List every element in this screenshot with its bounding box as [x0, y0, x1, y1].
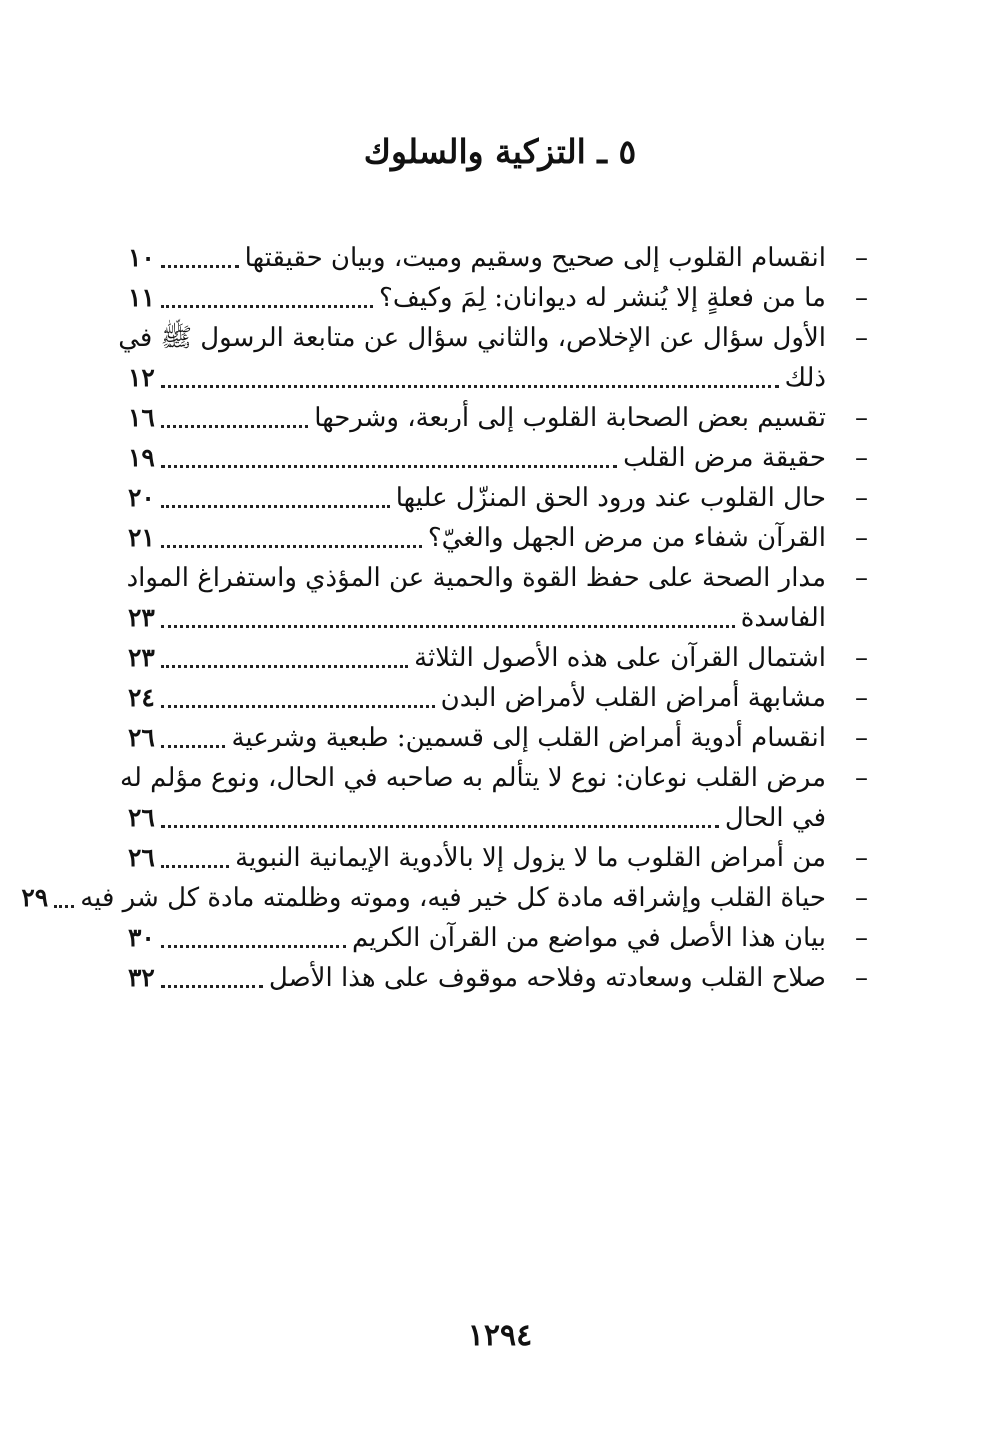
entry-dash: – [855, 923, 868, 953]
entry-page-number: ١٦ [128, 403, 155, 432]
entry-page-number: ١٩ [128, 443, 155, 472]
dot-leader [161, 504, 390, 508]
entry-title: مشابهة أمراض القلب لأمراض البدن [440, 683, 826, 713]
toc-entry [128, 558, 868, 638]
dot-leader [161, 424, 308, 428]
entry-page-number: ٢٣ [128, 603, 155, 632]
toc-entry [128, 678, 868, 718]
dot-leader [161, 384, 779, 388]
dot-leader [161, 824, 719, 828]
toc-entry [128, 638, 868, 678]
entry-title: تقسيم بعض الصحابة القلوب إلى أربعة، وشرحها [314, 403, 826, 433]
entry-dash: – [855, 883, 868, 913]
entry-dash: – [855, 243, 868, 273]
entry-dash: – [855, 723, 868, 753]
entry-dash: – [855, 563, 868, 593]
toc-entry [128, 838, 868, 878]
entry-page-number: ٢٩ [21, 883, 49, 912]
entry-page-number: ٢٦ [128, 723, 155, 752]
entry-page-number: ١٠ [128, 243, 155, 272]
toc-entry [128, 398, 868, 438]
entry-title: بيان هذا الأصل في مواضع من القرآن الكريم [351, 923, 826, 953]
dot-leader [161, 984, 263, 988]
toc-entry [118, 318, 868, 398]
entry-title: حال القلوب عند ورود الحق المنزّل عليها [395, 483, 826, 513]
toc-entry [21, 878, 868, 918]
entry-page-number: ٢١ [128, 523, 155, 552]
entry-dash: – [855, 763, 868, 793]
entry-title: القرآن شفاء من مرض الجهل والغيّ؟ [427, 523, 826, 553]
toc-entry [128, 958, 868, 998]
toc-entry [128, 518, 868, 558]
table-of-contents [21, 238, 868, 998]
entry-title: ما من فعلةٍ إلا يُنشر له ديوانان: لِمَ وكيف؟ [379, 283, 826, 313]
entry-title: الفاسدة [740, 603, 826, 633]
dot-leader [161, 304, 373, 308]
entry-page-number: ٢٦ [128, 803, 155, 832]
toc-entry [128, 918, 868, 958]
entry-page-number: ٢٤ [128, 683, 155, 712]
section-title: ٥ ـ التزكية والسلوك [363, 132, 637, 171]
toc-entry [128, 438, 868, 478]
dot-leader [54, 904, 74, 908]
dot-leader [161, 744, 226, 748]
toc-entry [128, 478, 868, 518]
toc-entry [128, 278, 868, 318]
entry-title: انقسام أدوية أمراض القلب إلى قسمين: طبعية وشرعية [231, 723, 826, 753]
entry-title-first-line: مدار الصحة على حفظ القوة والحمية عن المؤذي واستفراغ المواد [126, 563, 826, 593]
toc-entry [128, 238, 868, 278]
entry-title: صلاح القلب وسعادته وفلاحه موقوف على هذا الأصل [268, 963, 826, 993]
entry-title: حياة القلب وإشراقه مادة كل خير فيه، وموته وظلمته مادة كل شر فيه [80, 883, 826, 913]
entry-page-number: ٣٢ [128, 963, 155, 992]
dot-leader [161, 944, 346, 948]
entry-title: اشتمال القرآن على هذه الأصول الثلاثة [414, 643, 826, 673]
entry-page-number: ٣٠ [128, 923, 155, 952]
dot-leader [161, 264, 239, 268]
toc-entry [120, 758, 868, 838]
entry-title: ذلك [784, 363, 826, 393]
toc-entry [128, 718, 868, 758]
entry-page-number: ٢٠ [128, 483, 155, 512]
entry-title-first-line: الأول سؤال عن الإخلاص، والثاني سؤال عن متابعة الرسول ﷺ في [118, 323, 826, 353]
dot-leader [161, 464, 617, 468]
dot-leader [161, 624, 735, 628]
entry-dash: – [855, 323, 868, 353]
entry-dash: – [855, 483, 868, 513]
entry-dash: – [855, 523, 868, 553]
page-number: ١٢٩٤ [467, 1318, 533, 1353]
entry-title: حقيقة مرض القلب [623, 443, 826, 473]
dot-leader [161, 664, 408, 668]
entry-title: انقسام القلوب إلى صحيح وسقيم وميت، وبيان حقيقتها [244, 243, 826, 273]
entry-page-number: ١٢ [128, 363, 155, 392]
entry-dash: – [855, 843, 868, 873]
dot-leader [161, 544, 422, 548]
entry-page-number: ١١ [128, 283, 155, 312]
entry-page-number: ٢٦ [128, 843, 155, 872]
entry-page-number: ٢٣ [128, 643, 155, 672]
entry-dash: – [855, 963, 868, 993]
entry-dash: – [855, 403, 868, 433]
entry-dash: – [855, 443, 868, 473]
entry-title: في الحال [724, 803, 826, 833]
dot-leader [161, 864, 229, 868]
entry-title: من أمراض القلوب ما لا يزول إلا بالأدوية الإيمانية النبوية [235, 843, 826, 873]
entry-dash: – [855, 643, 868, 673]
entry-title-first-line: مرض القلب نوعان: نوع لا يتألم به صاحبه في الحال، ونوع مؤلم له [120, 763, 826, 793]
entry-dash: – [855, 283, 868, 313]
entry-dash: – [855, 683, 868, 713]
dot-leader [161, 704, 435, 708]
